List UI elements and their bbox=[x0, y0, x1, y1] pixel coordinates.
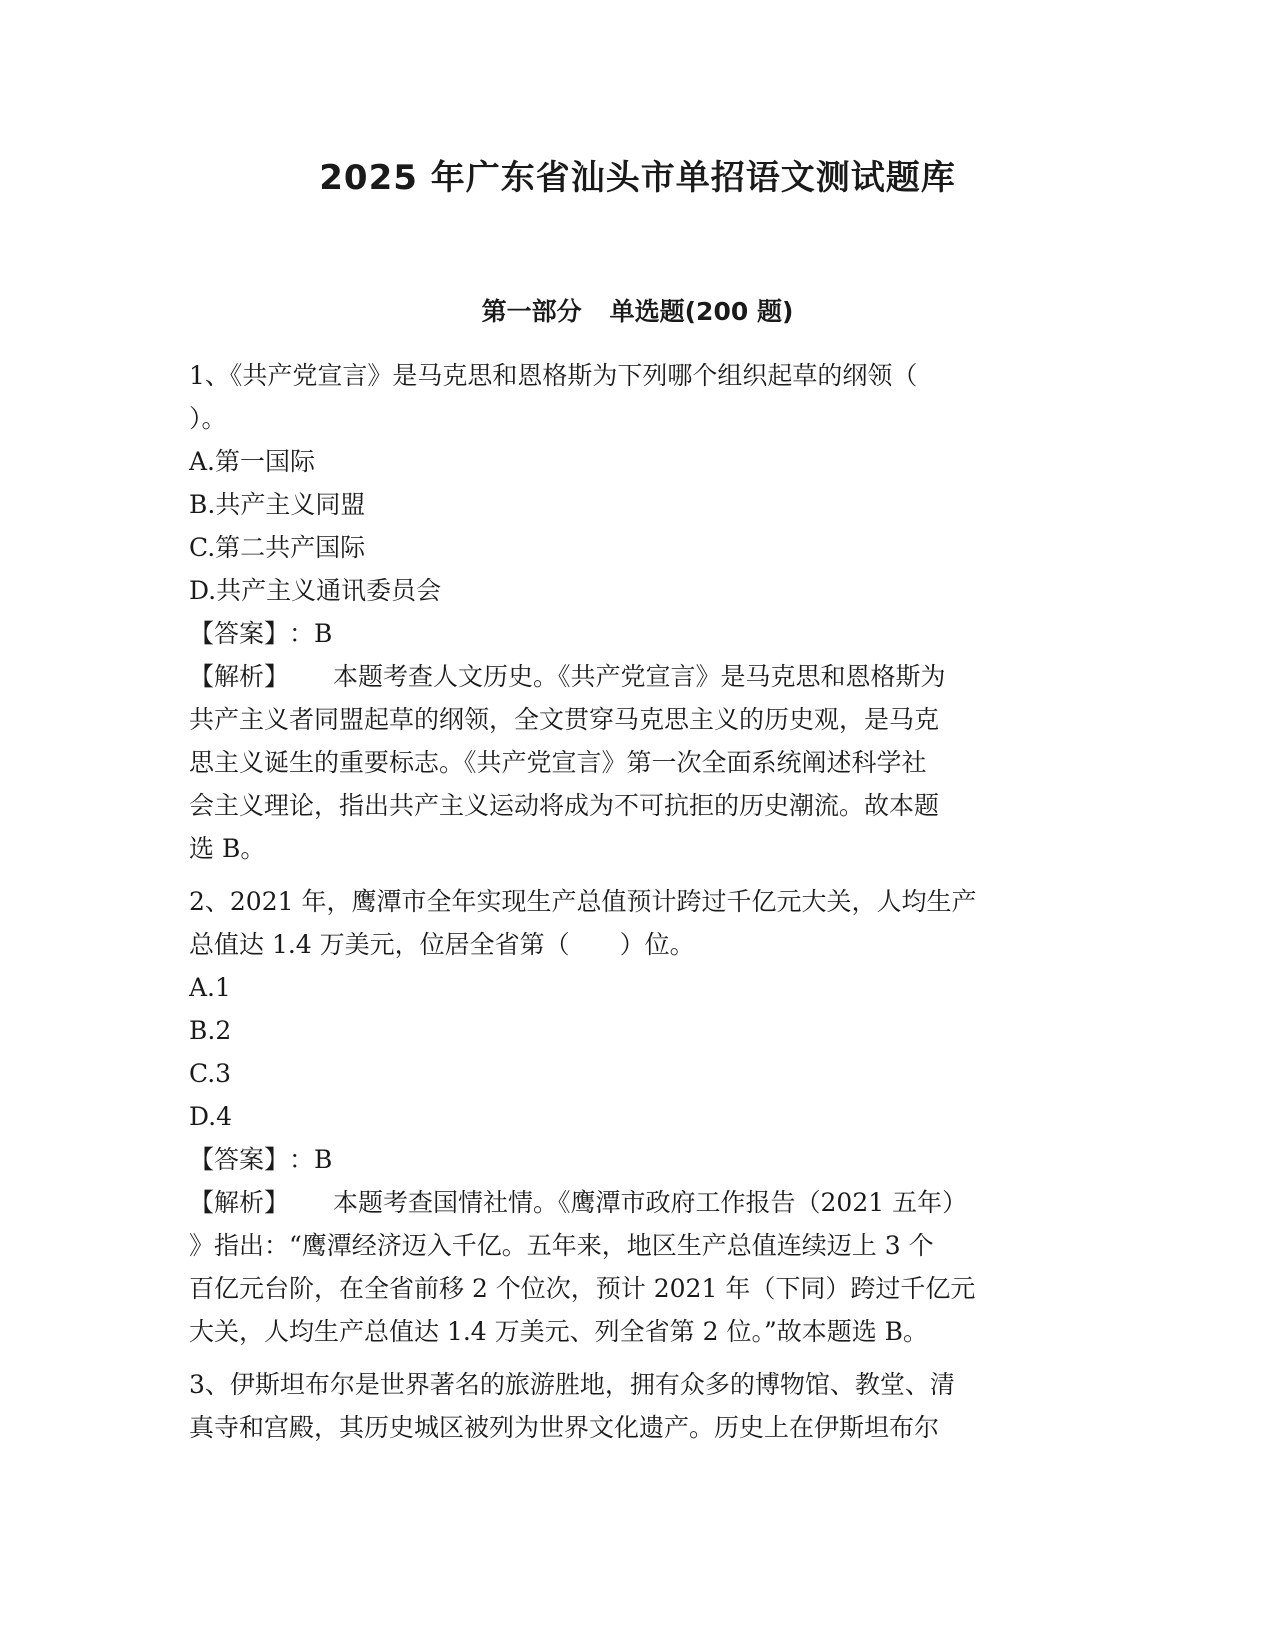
section-title bbox=[0, 292, 1275, 328]
question-list bbox=[189, 354, 1094, 1449]
question-stem-line: ）。 bbox=[189, 404, 227, 433]
analysis-label: 【解析】 bbox=[189, 662, 290, 691]
question-stem-line: 总值达 1.4 万美元，位居全省第（ ）位。 bbox=[189, 930, 695, 959]
option-d: D.共产主义通讯委员会 bbox=[189, 576, 442, 605]
answer bbox=[189, 1138, 1094, 1181]
analysis-line: 共产主义者同盟起草的纲领，全文贯穿马克思主义的历史观，是马克 bbox=[189, 705, 940, 734]
option-b: B.共产主义同盟 bbox=[189, 490, 366, 519]
option-d: D.4 bbox=[189, 1102, 233, 1131]
answer-label: 【答案】 bbox=[189, 1145, 290, 1174]
analysis-line: 大关，人均生产总值达 1.4 万美元、列全省第 2 位。”故本题选 B。 bbox=[189, 1317, 929, 1346]
question-stem-line: 2、2021 年，鹰潭市全年实现生产总值预计跨过千亿元大关，人均生产 bbox=[189, 887, 977, 916]
analysis-line: 》指出：“鹰潭经济迈入千亿。五年来，地区生产总值连续迈上 3 个 bbox=[189, 1231, 934, 1260]
question-2 bbox=[189, 880, 1094, 1353]
analysis-text: 本题考查人文历史。《共产党宣言》是马克思和恩格斯为 bbox=[333, 662, 946, 691]
option-c: C.第二共产国际 bbox=[189, 533, 366, 562]
question-stem-line: 3、伊斯坦布尔是世界著名的旅游胜地，拥有众多的博物馆、教堂、清 bbox=[189, 1370, 955, 1399]
analysis-first-line bbox=[189, 1181, 1094, 1224]
option-c: C.3 bbox=[189, 1059, 232, 1088]
analysis-line: 百亿元台阶，在全省前移 2 个位次，预计 2021 年（下同）跨过千亿元 bbox=[189, 1274, 976, 1303]
analysis-line: 思主义诞生的重要标志。《共产党宣言》第一次全面系统阐述科学社 bbox=[189, 748, 927, 777]
analysis-line: 选 B。 bbox=[189, 834, 266, 863]
analysis-label: 【解析】 bbox=[189, 1188, 290, 1217]
question-1 bbox=[189, 354, 1094, 870]
answer bbox=[189, 612, 1094, 655]
analysis-line: 会主义理论，指出共产主义运动将成为不可抗拒的历史潮流。故本题 bbox=[189, 791, 940, 820]
option-a: A.第一国际 bbox=[189, 447, 316, 476]
question-stem-line: 真寺和宫殿，其历史城区被列为世界文化遗产。历史上在伊斯坦布尔 bbox=[189, 1413, 940, 1442]
analysis-first-line bbox=[189, 655, 1094, 698]
section-part: 第一部分 bbox=[481, 297, 582, 326]
option-b: B.2 bbox=[189, 1016, 232, 1045]
question-stem-line: 1、《共产党宣言》是马克思和恩格斯为下列哪个组织起草的纲领（ bbox=[189, 361, 918, 390]
section-name: 单选题(200 题) bbox=[609, 297, 794, 326]
analysis-text: 本题考查国情社情。《鹰潭市政府工作报告（2021 五年） bbox=[333, 1188, 968, 1217]
document-title: 2025 年广东省汕头市单招语文测试题库 bbox=[319, 158, 956, 198]
answer-label: 【答案】 bbox=[189, 619, 290, 648]
option-a: A.1 bbox=[189, 973, 231, 1002]
answer-value: ：B bbox=[289, 619, 333, 648]
answer-value: ：B bbox=[289, 1145, 333, 1174]
question-3 bbox=[189, 1363, 1094, 1449]
